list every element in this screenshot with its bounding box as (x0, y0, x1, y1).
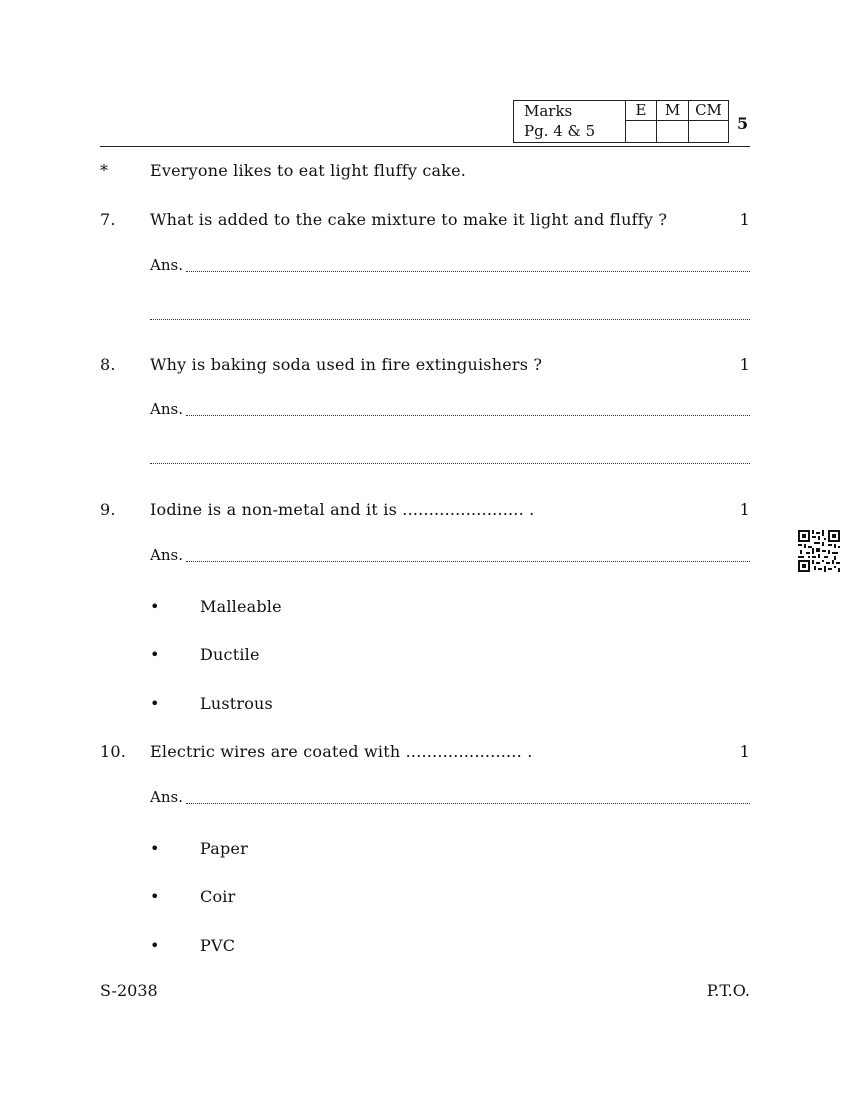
question-7-number: 7. (100, 210, 116, 229)
answer-label: Ans. (150, 400, 183, 418)
question-8-answer-line[interactable] (150, 400, 750, 418)
bullet: • (150, 839, 160, 858)
question-9-marks: 1 (739, 500, 750, 519)
bullet: • (150, 597, 160, 616)
paper-code: S-2038 (100, 981, 158, 1000)
question-8-text: Why is baking soda used in fire extinguishers ? (150, 355, 543, 374)
question-7-answer-line[interactable] (150, 256, 750, 274)
marks-col-e-label: E (635, 101, 647, 119)
question-8-marks: 1 (739, 355, 750, 374)
question-10-option-3: PVC (200, 936, 236, 955)
question-9-answer-line[interactable] (150, 546, 750, 564)
question-7-text: What is added to the cake mixture to make it light and fluffy ? (150, 210, 668, 229)
question-10-marks: 1 (739, 742, 750, 761)
marks-pages-label: Pg. 4 & 5 (524, 122, 596, 140)
question-7-marks: 1 (739, 210, 750, 229)
question-10-option-1: Paper (200, 839, 248, 858)
bullet: • (150, 694, 160, 713)
header-rule (100, 146, 750, 147)
answer-label: Ans. (150, 788, 183, 806)
question-9-option-1: Malleable (200, 597, 282, 616)
marks-col-cm-label: CM (695, 101, 722, 119)
marks-label: Marks (524, 102, 573, 120)
qr-code-icon (798, 530, 840, 572)
marks-col-m (656, 101, 688, 142)
question-10-answer-line[interactable] (150, 788, 750, 806)
intro-text: Everyone likes to eat light fluffy cake. (150, 161, 467, 180)
answer-label: Ans. (150, 256, 183, 274)
bullet: • (150, 645, 160, 664)
intro-symbol: * (100, 161, 109, 180)
pto-label: P.T.O. (706, 981, 750, 1000)
marks-col-m-label: M (664, 101, 681, 119)
question-9-number: 9. (100, 500, 116, 519)
answer-label: Ans. (150, 546, 183, 564)
page-number: 5 (737, 114, 749, 133)
bullet: • (150, 936, 160, 955)
marks-row-divider (625, 120, 728, 121)
question-7-answer-line-2[interactable] (150, 308, 750, 322)
question-9-option-3: Lustrous (200, 694, 273, 713)
question-8-answer-line-2[interactable] (150, 452, 750, 466)
marks-col-cm (688, 101, 728, 142)
question-10-option-2: Coir (200, 887, 236, 906)
question-10-text: Electric wires are coated with ...................... . (150, 742, 533, 761)
bullet: • (150, 887, 160, 906)
marks-col-e (625, 101, 656, 142)
marks-table (513, 100, 729, 143)
question-9-option-2: Ductile (200, 645, 260, 664)
question-10-number: 10. (100, 742, 127, 761)
question-9-text: Iodine is a non-metal and it is ....................... . (150, 500, 535, 519)
question-8-number: 8. (100, 355, 116, 374)
